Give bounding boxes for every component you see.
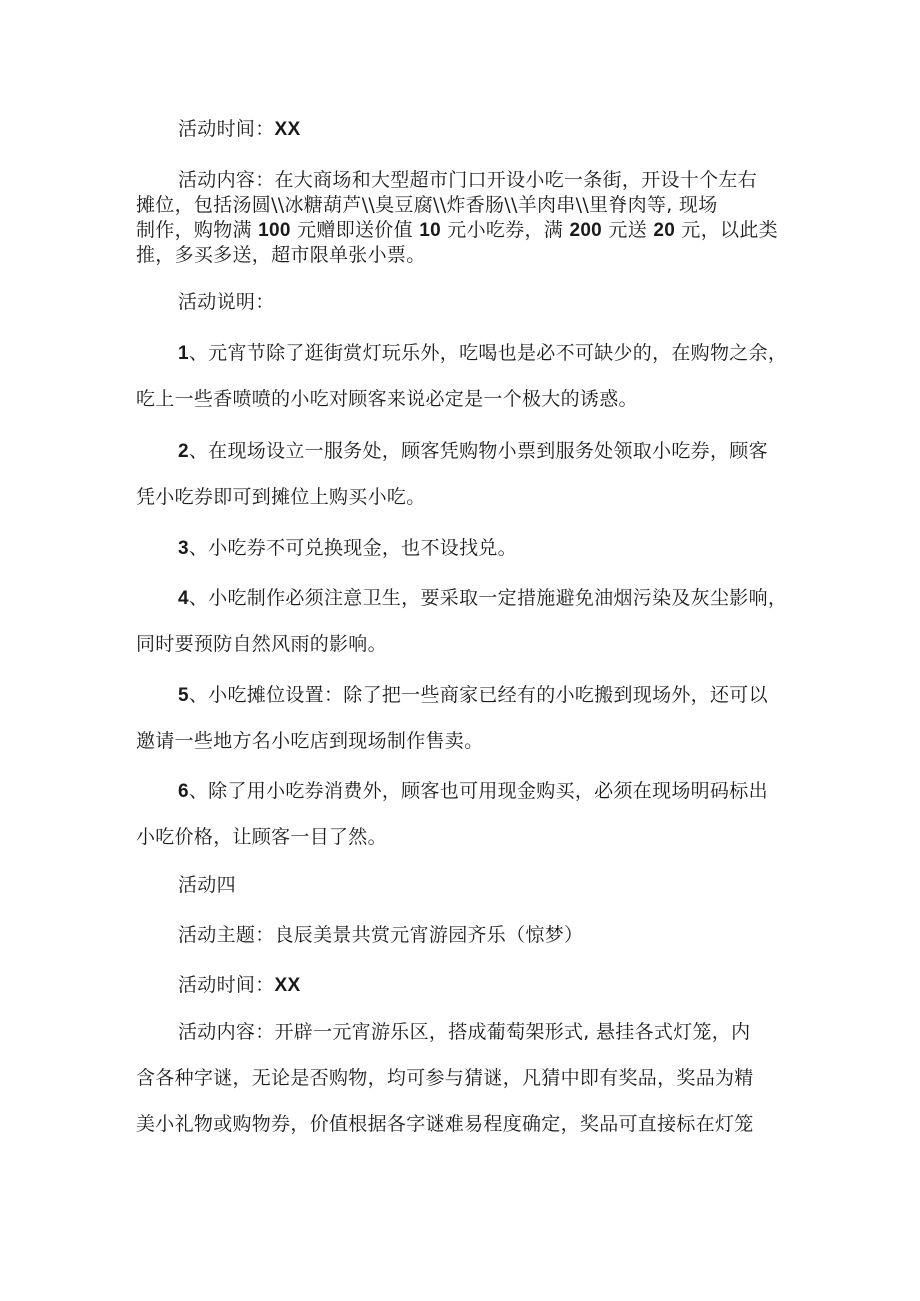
activity-time-label-2: 活动时间：: [178, 974, 275, 996]
activity-time-label: 活动时间：: [178, 118, 275, 140]
activity-notes-heading: [136, 290, 791, 315]
note-item-1-line-1: 、元宵节除了逛街赏灯玩乐外，吃喝也是必不可缺少的，在购物之余，: [188, 342, 788, 364]
note-item-6-line-1: 、除了用小吃券消费外，顾客也可用现金购买，必须在现场明码标出: [188, 780, 768, 802]
activity-four-label: 活动四: [178, 874, 236, 896]
note-item-5-line-1: 、小吃摊位设置：除了把一些商家已经有的小吃搬到现场外，还可以: [188, 684, 768, 706]
note-item-2-line-2: 凭小吃券即可到摊位上购买小吃。: [136, 486, 426, 508]
content-line-4: 推，多买多送，超市限单张小票。: [136, 244, 426, 266]
activity-theme-paragraph: [136, 923, 791, 948]
activity-four-heading: [136, 873, 791, 898]
note-item-3-line-1: 、小吃券不可兑换现金，也不设找兑。: [188, 537, 517, 559]
activity-time-paragraph: [136, 117, 791, 142]
note-item-2-number: 2: [178, 441, 189, 462]
note-item-5-number: 5: [178, 685, 189, 706]
amount-20: 20: [653, 220, 676, 241]
content-line-2: 摊位，包括汤圆\\冰糖葫芦\\臭豆腐\\炸香肠\\羊肉串\\里脊肉等, 现场: [136, 194, 718, 216]
note-item-6: [136, 768, 791, 860]
content-2-line-1: 活动内容：开辟一元宵游乐区，搭成葡萄架形式, 悬挂各式灯笼，内: [178, 1021, 751, 1043]
note-item-4-line-2: 同时要预防自然风雨的影响。: [136, 633, 387, 655]
activity-content-paragraph-2: [136, 1009, 791, 1147]
note-item-2-line-1: 、在现场设立一服务处，顾客凭购物小票到服务处领取小吃券，顾客: [188, 440, 768, 462]
content-line-1: 活动内容：在大商场和大型超市门口开设小吃一条街，开设十个左右: [178, 169, 758, 191]
content-line-3: [136, 218, 791, 243]
content-line-3-text-a: 制作，购物满: [136, 219, 259, 241]
note-item-6-number: 6: [178, 781, 189, 802]
note-item-3: [136, 525, 791, 571]
activity-theme-text: 活动主题：良辰美景共赏元宵游园齐乐（惊梦）: [178, 924, 584, 946]
content-line-3-text-i: 元，以此类: [675, 219, 778, 241]
note-item-5-line-2: 邀请一些地方名小吃店到现场制作售卖。: [136, 730, 484, 752]
note-item-4-number: 4: [178, 588, 189, 609]
amount-200: 200: [569, 220, 603, 241]
note-item-4: [136, 575, 791, 667]
activity-time-paragraph-2: [136, 973, 791, 998]
content-2-line-3: 美小礼物或购物券，价值根据各字谜难易程度确定，奖品可直接标在灯笼: [136, 1113, 754, 1135]
content-line-3-text-e: 元小吃券，满: [440, 219, 570, 241]
note-item-6-line-2: 小吃价格，让顾客一目了然。: [136, 826, 387, 848]
activity-time-value: XX: [274, 119, 301, 140]
note-item-3-number: 3: [178, 538, 189, 559]
note-item-1: [136, 330, 791, 422]
activity-notes-label: 活动说明：: [178, 291, 275, 313]
activity-content-paragraph: [136, 168, 791, 268]
note-item-1-number: 1: [178, 343, 189, 364]
amount-100: 100: [258, 220, 291, 241]
content-line-3-text-c: 元赠即送价值: [290, 219, 420, 241]
amount-10: 10: [419, 220, 441, 241]
note-item-4-line-1: 、小吃制作必须注意卫生，要采取一定措施避免油烟污染及灰尘影响，: [188, 587, 788, 609]
note-item-5: [136, 672, 791, 764]
activity-time-value-2: XX: [274, 975, 301, 996]
note-item-2: [136, 428, 791, 520]
note-item-1-line-2: 吃上一些香喷喷的小吃对顾客来说必定是一个极大的诱惑。: [136, 388, 638, 410]
content-line-3-text-g: 元送: [602, 219, 654, 241]
content-2-line-2: 含各种字谜，无论是否购物，均可参与猜谜，凡猜中即有奖品，奖品为精: [136, 1067, 754, 1089]
